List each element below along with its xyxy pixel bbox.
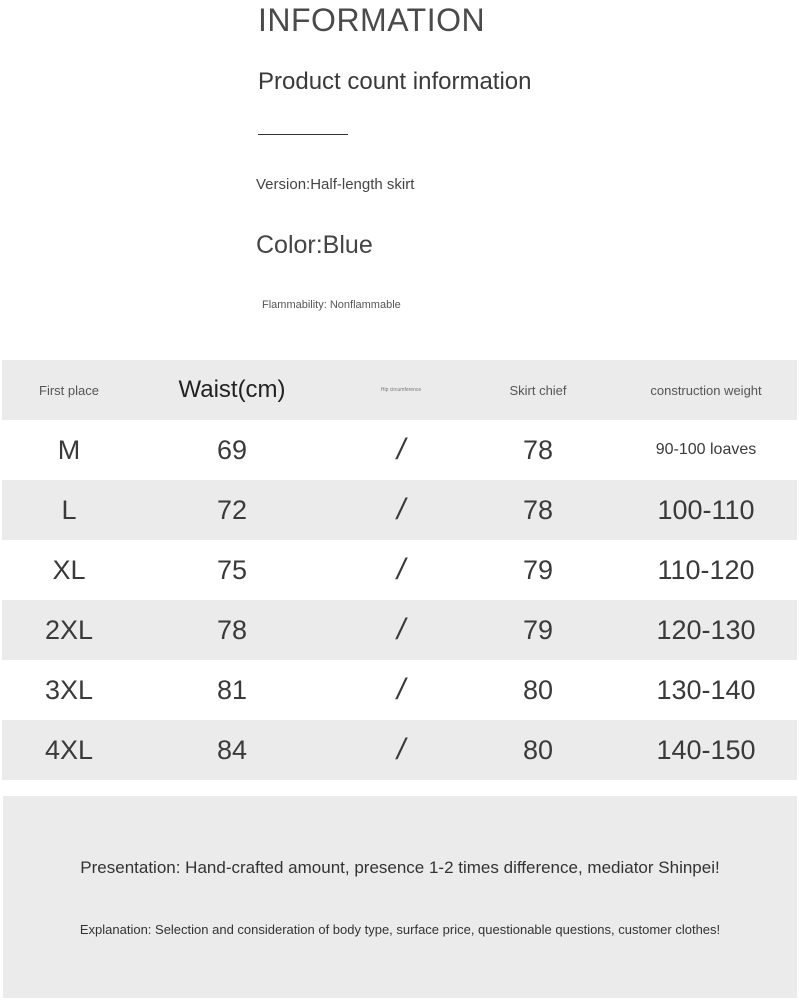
cell-hip: / <box>396 493 406 526</box>
cell-hip: / <box>396 733 406 766</box>
table-row <box>2 660 797 720</box>
cell-waist: 72 <box>216 494 248 525</box>
table-row <box>2 540 797 600</box>
cell-skirt-length: 79 <box>522 554 554 585</box>
version-text: Version:Half-length skirt <box>256 176 415 193</box>
cell-size: M <box>57 434 81 465</box>
column-header-waist: Waist(cm) <box>178 376 286 403</box>
cell-skirt-length: 78 <box>522 434 554 465</box>
divider-rule <box>258 134 348 135</box>
cell-size: 3XL <box>44 674 94 705</box>
cell-size: 4XL <box>44 734 94 765</box>
presentation-note: Presentation: Hand-crafted amount, presence 1-2 times difference, mediator Shinpei! <box>80 858 720 877</box>
cell-size: XL <box>52 554 86 585</box>
cell-weight: 120-130 <box>656 614 756 645</box>
cell-skirt-length: 79 <box>522 614 554 645</box>
page-title: INFORMATION <box>258 2 486 38</box>
cell-hip: / <box>396 433 406 466</box>
color-text: Color:Blue <box>256 231 373 259</box>
cell-weight: 90-100 loaves <box>655 441 757 458</box>
cell-size: L <box>61 494 77 525</box>
column-header-weight: construction weight <box>650 382 762 398</box>
cell-weight: 100-110 <box>657 494 755 525</box>
cell-skirt-length: 80 <box>522 674 554 705</box>
cell-weight: 130-140 <box>656 674 756 705</box>
table-row <box>2 600 797 660</box>
table-row <box>2 420 797 480</box>
column-header-skirt-length: Skirt chief <box>509 382 567 398</box>
column-header-size: First place <box>39 382 99 398</box>
table-header-row <box>2 360 797 420</box>
cell-waist: 75 <box>216 554 248 585</box>
cell-hip: / <box>396 613 406 646</box>
cell-weight: 140-150 <box>656 734 756 765</box>
cell-weight: 110-120 <box>657 554 755 585</box>
explanation-note: Explanation: Selection and consideration of body type, surface price, questionable questions, customer clothes! <box>79 922 721 937</box>
cell-waist: 81 <box>216 674 248 705</box>
cell-hip: / <box>396 673 406 706</box>
cell-size: 2XL <box>44 614 94 645</box>
cell-waist: 69 <box>216 434 248 465</box>
notes-box <box>3 796 797 998</box>
cell-waist: 78 <box>216 614 248 645</box>
cell-hip: / <box>396 553 406 586</box>
cell-skirt-length: 78 <box>522 494 554 525</box>
size-table <box>2 360 797 780</box>
page-subtitle: Product count information <box>258 68 532 95</box>
flammability-text: Flammability: Nonflammable <box>262 299 401 311</box>
table-row <box>2 720 797 780</box>
column-header-hip: Hip circumference <box>380 387 422 393</box>
cell-waist: 84 <box>216 734 248 765</box>
table-row <box>2 480 797 540</box>
cell-skirt-length: 80 <box>522 734 554 765</box>
